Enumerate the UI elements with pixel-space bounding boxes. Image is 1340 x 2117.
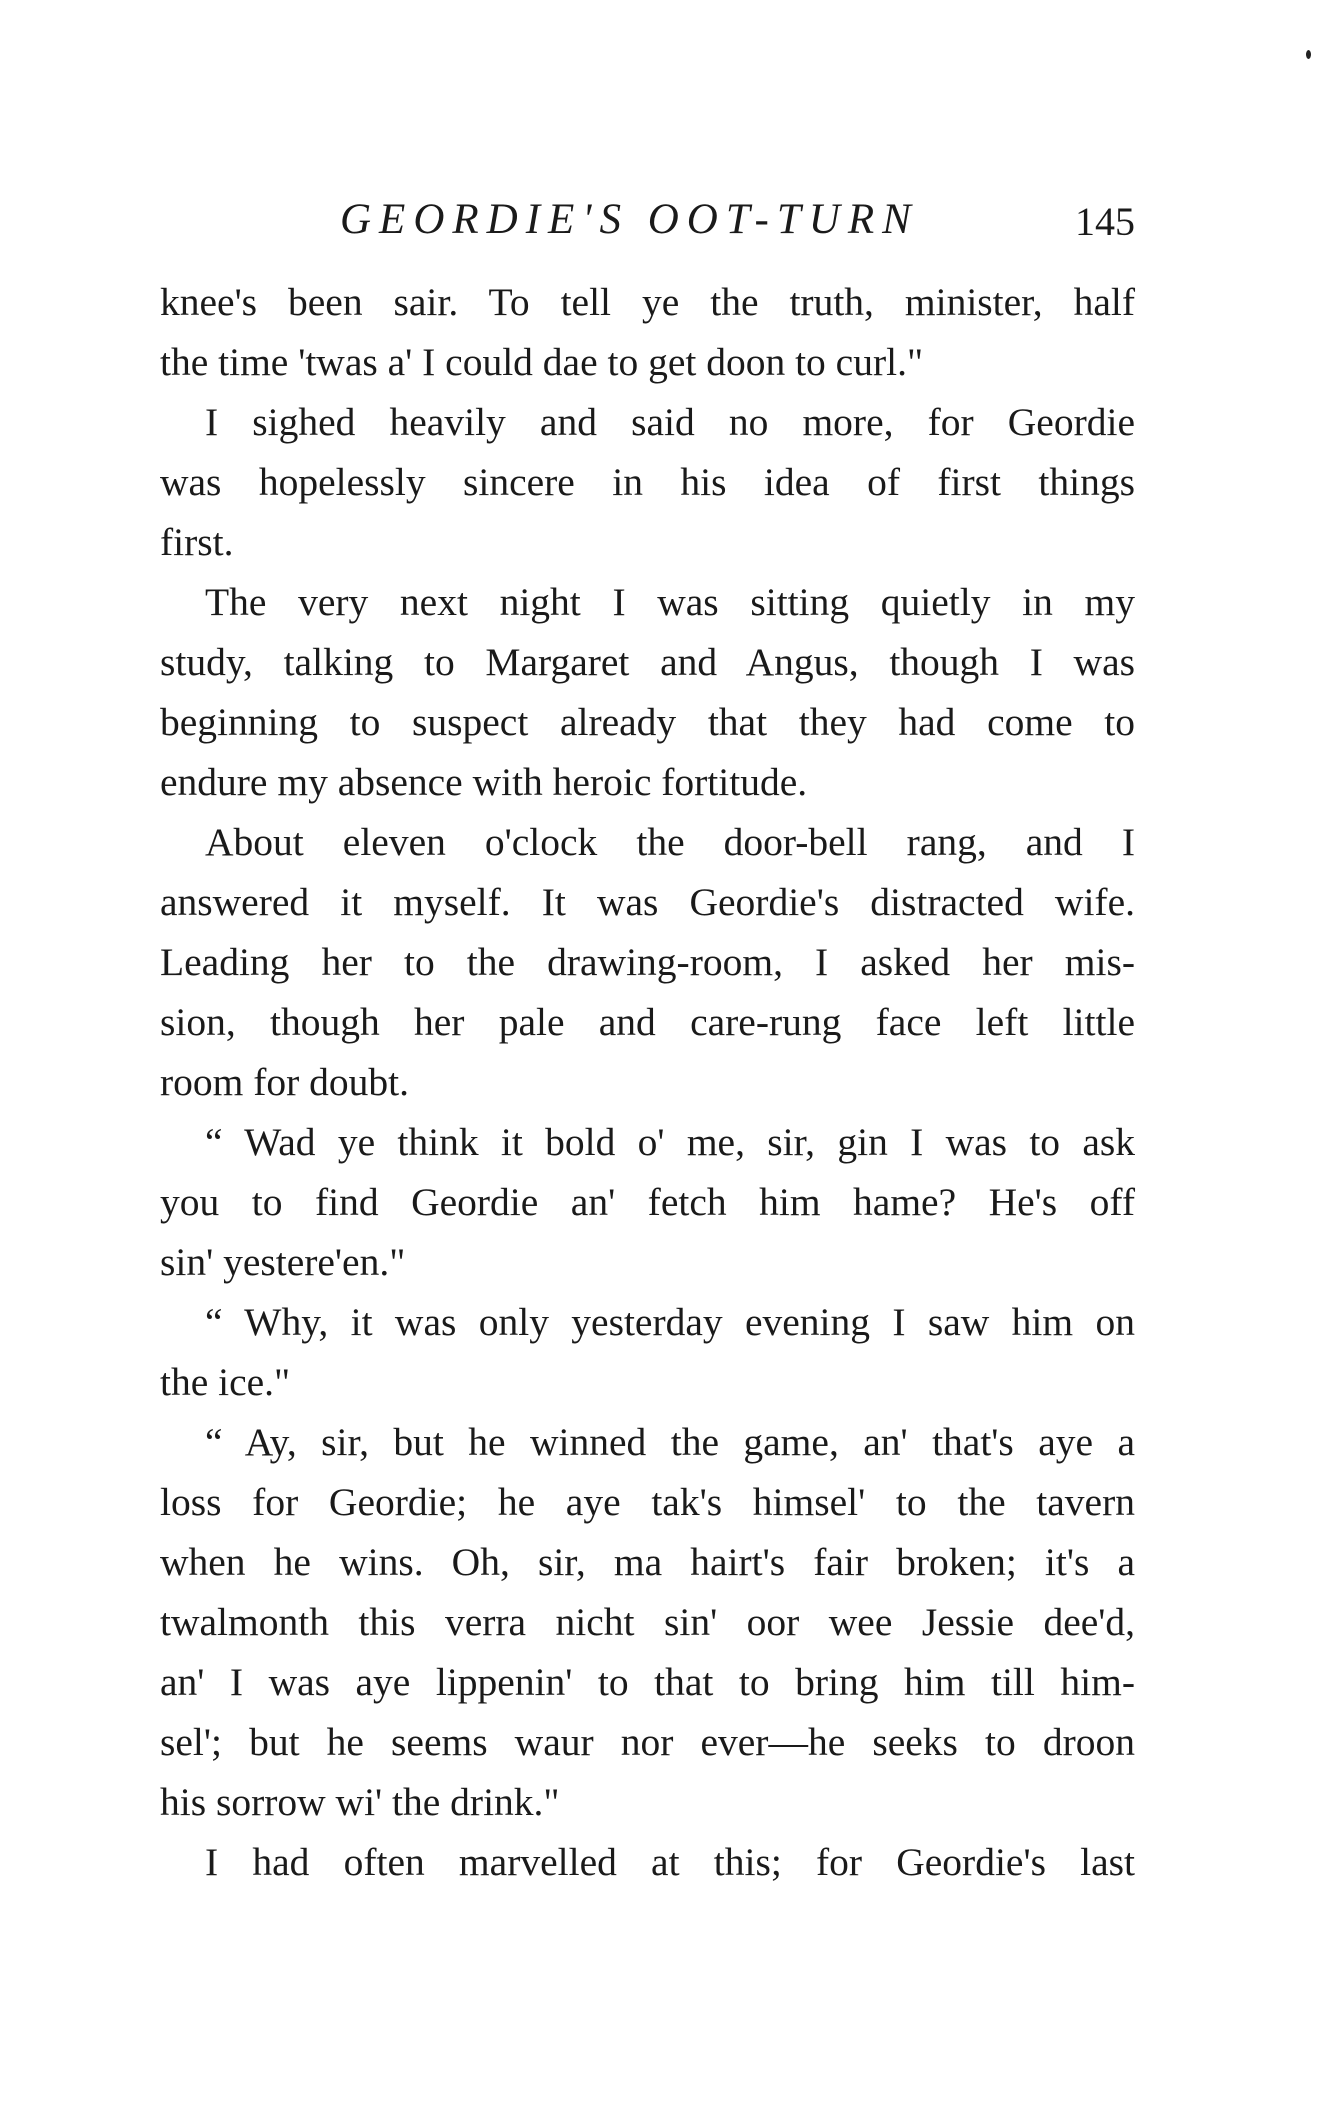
text-line: an' I was aye lippenin' to that to bring him till him- bbox=[160, 1660, 1135, 1704]
text-line: “ Why, it was only yesterday evening I saw him on bbox=[205, 1300, 1135, 1344]
text-line: knee's been sair. To tell ye the truth, minister, half bbox=[160, 280, 1135, 324]
text-line: endure my absence with heroic fortitude. bbox=[160, 760, 808, 804]
text-line: About eleven o'clock the door-bell rang, and I bbox=[205, 820, 1135, 864]
ink-speck bbox=[1306, 50, 1311, 59]
text-line: was hopelessly sincere in his idea of first things bbox=[160, 460, 1135, 504]
text-line: “ Ay, sir, but he winned the game, an' that's aye a bbox=[205, 1420, 1135, 1464]
text-line: “ Wad ye think it bold o' me, sir, gin I was to ask bbox=[205, 1120, 1135, 1164]
paragraph bbox=[160, 1832, 1135, 1892]
paragraph bbox=[160, 572, 1135, 812]
text-line: I sighed heavily and said no more, for Geordie bbox=[205, 400, 1135, 444]
text-line: The very next night I was sitting quietly in my bbox=[205, 580, 1135, 624]
page-number: 145 bbox=[1075, 199, 1135, 244]
paragraph bbox=[160, 272, 1135, 392]
text-line: when he wins. Oh, sir, ma hairt's fair broken; it's a bbox=[160, 1540, 1135, 1584]
text-line: beginning to suspect already that they had come to bbox=[160, 700, 1135, 744]
running-title: GEORDIE'S OOT-TURN bbox=[340, 196, 919, 243]
text-line: sion, though her pale and care-rung face left little bbox=[160, 1000, 1135, 1044]
running-head bbox=[160, 190, 1135, 250]
text-line: loss for Geordie; he aye tak's himsel' to the tavern bbox=[160, 1480, 1135, 1524]
text-line: room for doubt. bbox=[160, 1060, 410, 1104]
text-line: you to find Geordie an' fetch him hame? He's off bbox=[160, 1180, 1135, 1224]
text-line: answered it myself. It was Geordie's distracted wife. bbox=[160, 880, 1135, 924]
body-text bbox=[160, 272, 1135, 1892]
text-line: the time 'twas a' I could dae to get doon to curl." bbox=[160, 340, 924, 384]
paragraph bbox=[160, 392, 1135, 572]
text-line: twalmonth this verra nicht sin' oor wee Jessie dee'd, bbox=[160, 1600, 1135, 1644]
text-line: the ice." bbox=[160, 1360, 291, 1404]
paragraph bbox=[160, 1412, 1135, 1832]
text-line: sin' yestere'en." bbox=[160, 1240, 406, 1284]
text-line: his sorrow wi' the drink." bbox=[160, 1780, 560, 1824]
text-line: study, talking to Margaret and Angus, though I was bbox=[160, 640, 1135, 684]
paragraph bbox=[160, 1112, 1135, 1292]
text-line: Leading her to the drawing-room, I asked her mis- bbox=[160, 940, 1135, 984]
text-line: I had often marvelled at this; for Geordie's last bbox=[205, 1840, 1135, 1884]
paragraph bbox=[160, 1292, 1135, 1412]
paragraph bbox=[160, 812, 1135, 1112]
text-line: first. bbox=[160, 520, 234, 564]
text-line: sel'; but he seems waur nor ever—he seeks to droon bbox=[160, 1720, 1135, 1764]
